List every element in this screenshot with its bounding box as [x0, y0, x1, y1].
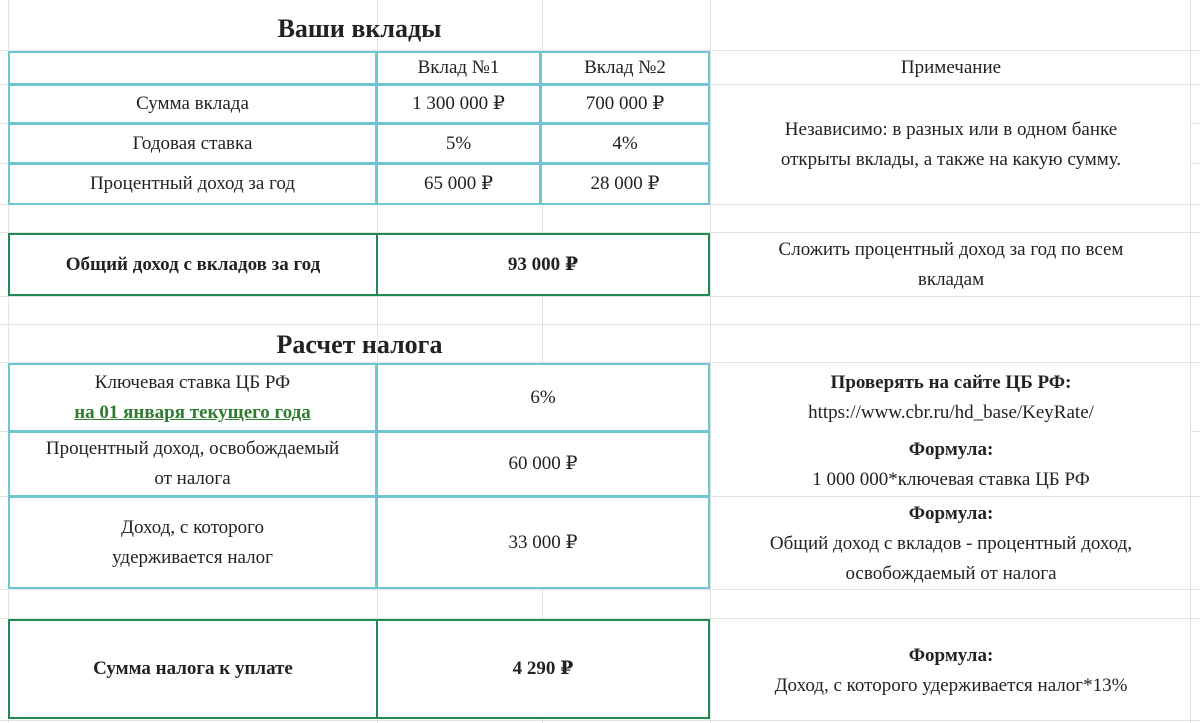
row-deposit-amount-v1[interactable]: 1 300 000 ₽ [376, 84, 541, 124]
deposits-note[interactable] [712, 86, 1190, 204]
deposit1-header[interactable]: Вклад №1 [376, 51, 541, 85]
key-rate-note[interactable] [712, 363, 1190, 432]
deposits-note-line1: Независимо: в разных или в одном банке [784, 119, 1118, 140]
taxable-income-label-line2: удерживается налог [112, 546, 273, 568]
row-annual-rate-v1[interactable]: 5% [376, 123, 541, 164]
deposits-header-empty[interactable] [8, 51, 377, 85]
key-rate-label-line1: Ключевая ставка ЦБ РФ [94, 371, 291, 393]
exempt-income-label-line2: от налога [154, 468, 231, 489]
deposits-note-line2: открыты вклады, а также на какую сумму. [780, 149, 1122, 170]
row-deposit-amount-label[interactable]: Сумма вклада [8, 84, 377, 124]
total-income-note-line1: Сложить процентный доход за год по всем [778, 238, 1124, 260]
taxable-income-note-line1: Общий доход с вкладов - процентный доход, [769, 532, 1133, 554]
exempt-income-label-line1: Процентный доход, освобождаемый [45, 438, 340, 459]
exempt-income-note-line1: 1 000 000*ключевая ставка ЦБ РФ [812, 468, 1090, 490]
row-annual-rate-v2[interactable]: 4% [540, 123, 710, 164]
taxable-income-note[interactable] [712, 498, 1190, 589]
key-rate-label[interactable] [8, 363, 377, 432]
key-rate-label-line2: на 01 января текущего года [74, 401, 311, 423]
total-income-note[interactable] [712, 233, 1190, 296]
note-header[interactable]: Примечание [900, 57, 1002, 78]
row-interest-income-v1[interactable]: 65 000 ₽ [376, 163, 541, 205]
row-annual-rate-label[interactable]: Годовая ставка [8, 123, 377, 164]
row-deposit-amount-v2[interactable]: 700 000 ₽ [540, 84, 710, 124]
tax-due-note[interactable] [712, 622, 1190, 719]
key-rate-note-url: https://www.cbr.ru/hd_base/KeyRate/ [808, 401, 1094, 423]
total-income-label[interactable]: Общий доход с вкладов за год [8, 233, 378, 296]
exempt-income-note[interactable] [712, 433, 1190, 496]
tax-title: Расчет налога [276, 330, 443, 359]
exempt-income-label[interactable] [8, 431, 377, 497]
tax-due-value[interactable]: 4 290 ₽ [376, 619, 710, 719]
tax-due-note-bold: Формула: [908, 644, 994, 666]
tax-due-label[interactable]: Сумма налога к уплате [8, 619, 378, 719]
taxable-income-label[interactable] [8, 496, 377, 589]
total-income-note-line2: вкладам [917, 268, 985, 290]
row-interest-income-v2[interactable]: 28 000 ₽ [540, 163, 710, 205]
key-rate-note-bold: Проверять на сайте ЦБ РФ: [830, 371, 1072, 393]
deposits-title: Ваши вклады [277, 14, 442, 43]
key-rate-value[interactable]: 6% [376, 363, 710, 432]
exempt-income-value[interactable]: 60 000 ₽ [376, 431, 710, 497]
row-interest-income-label[interactable]: Процентный доход за год [8, 163, 377, 205]
exempt-income-note-bold: Формула: [908, 438, 994, 460]
tax-due-note-line1: Доход, с которого удерживается налог*13% [774, 674, 1128, 696]
taxable-income-note-bold: Формула: [908, 502, 994, 524]
taxable-income-label-line1: Доход, с которого [121, 516, 264, 538]
taxable-income-value[interactable]: 33 000 ₽ [376, 496, 710, 589]
taxable-income-note-line2: освобождаемый от налога [845, 562, 1057, 584]
deposit2-header[interactable]: Вклад №2 [540, 51, 710, 85]
total-income-value[interactable]: 93 000 ₽ [376, 233, 710, 296]
